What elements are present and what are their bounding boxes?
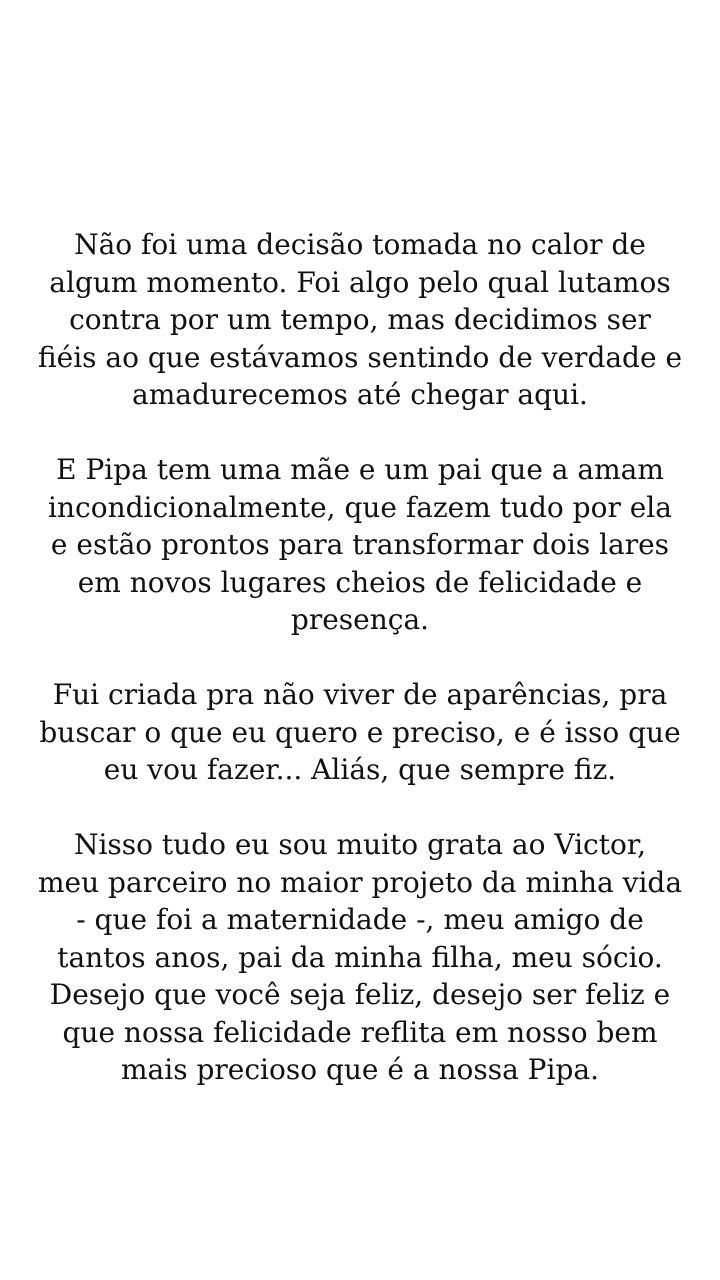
text-line: Não foi uma decisão tomada no calor de <box>74 228 646 261</box>
story-text-block <box>0 226 720 1089</box>
text-line: incondicionalmente, que fazem tudo por ela <box>48 490 672 524</box>
text-line: e estão prontos para transformar dois lares <box>50 528 670 561</box>
text-line: Fui criada pra não viver de aparências, pra <box>52 678 668 711</box>
text-line: Desejo que você seja feliz, desejo ser feliz e <box>49 978 671 1011</box>
text-line: algum momento. Foi algo pelo qual lutamos <box>49 265 671 299</box>
text-line: que nossa felicidade reflita em nosso bem <box>62 1015 658 1049</box>
text-line: E Pipa tem uma mãe e um pai que a amam <box>56 453 664 486</box>
text-line: eu vou fazer... Aliás, que sempre fiz. <box>103 753 617 786</box>
text-line: buscar o que eu quero e preciso, e é isso que <box>39 715 681 749</box>
text-line: Nisso tudo eu sou muito grata ao Victor, <box>73 828 647 861</box>
text-line: - que foi a maternidade -, meu amigo de <box>76 903 644 936</box>
text-line: tantos anos, pai da minha filha, meu sócio. <box>57 940 663 974</box>
story-paragraph <box>30 451 690 639</box>
text-line: mais precioso que é a nossa Pipa. <box>121 1053 599 1086</box>
story-paragraph <box>30 676 690 789</box>
text-line: contra por um tempo, mas decidimos ser <box>69 303 651 336</box>
text-line: fiéis ao que estávamos sentindo de verdade e <box>37 340 683 374</box>
text-line: amadurecemos até chegar aqui. <box>132 378 588 411</box>
story-paragraph <box>30 226 690 414</box>
text-line: em novos lugares cheios de felicidade e <box>77 565 643 599</box>
text-line: meu parceiro no maior projeto da minha vida <box>37 865 683 899</box>
story-paragraph <box>30 826 690 1089</box>
text-line: presença. <box>290 603 430 636</box>
